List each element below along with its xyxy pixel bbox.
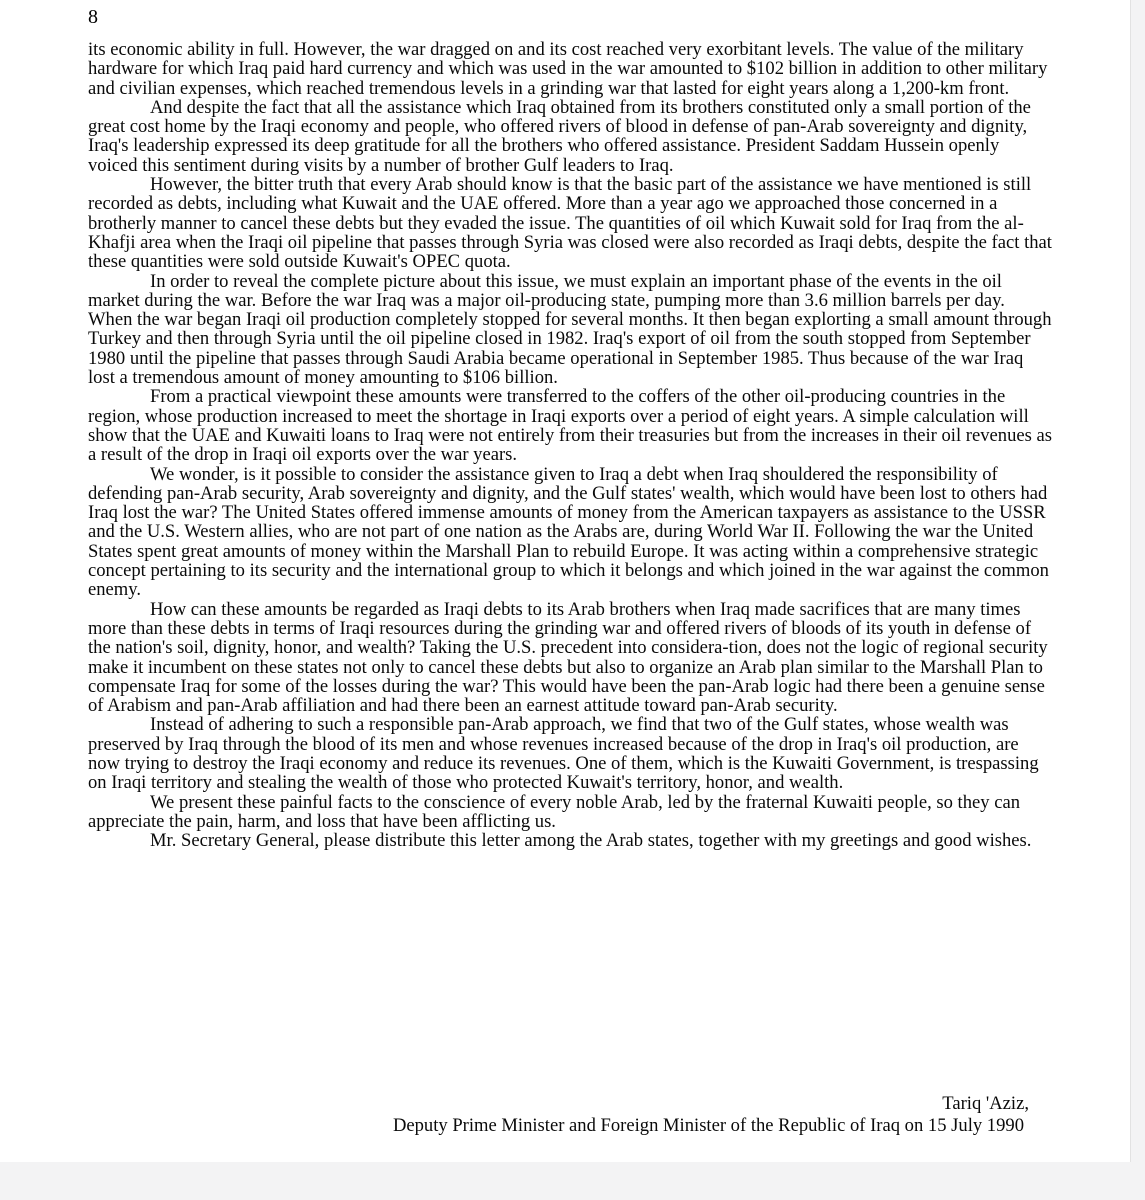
paragraph-1: its economic ability in full. However, the war dragged on and its cost reached very exorbitant levels. The value of the military hardware for which Iraq paid hard currency and which was used in the war amounted to $102 billion in addition to other military and civilian expenses, which reached tremendous levels in a grinding war that lasted for eight years along a 1,200-km front. — [88, 39, 1048, 99]
signature-name: Tariq 'Aziz, — [942, 1093, 1029, 1114]
paragraph-7: How can these amounts be regarded as Iraqi debts to its Arab brothers when Iraq made sacrifices that are many times more than these debts in terms of Iraqi resources during the grinding war and offered rivers of bloods of its youth in defense of the nation's soil, dignity, honor, and wealth? Taking the U.S. precedent into considera-tion, does not the logic of regional security make it incumbent on these states not only to cancel these debts but also to organize an Arab plan similar to the Marshall Plan to compensate Iraq for some of the losses during the war? This would have been the pan-Arab logic had there been a genuine sense of Arabism and pan-Arab affiliation and had there been an earnest attitude toward pan-Arab security. — [88, 598, 1048, 717]
signature-title: Deputy Prime Minister and Foreign Minister of the Republic of Iraq on 15 July 1990 — [392, 1115, 1024, 1136]
page-number: 8 — [88, 6, 98, 28]
paragraph-2: And despite the fact that all the assistance which Iraq obtained from its brothers constituted only a small portion of the great cost home by the Iraqi economy and people, who offered rivers of blood in defense of pan-Arab sovereignty and dignity, Iraq's leadership expressed its deep gratitude for all the brothers who offered assistance. President Saddam Hussein openly voiced this sentiment during visits by a number of brother Gulf leaders to Iraq. — [88, 96, 1031, 176]
paragraph-9: We present these painful facts to the conscience of every noble Arab, led by the fraternal Kuwaiti people, so they can appreciate the pain, harm, and loss that have been afflicting us. — [88, 791, 1021, 832]
paragraph-8: Instead of adhering to such a responsible pan-Arab approach, we find that two of the Gulf states, whose wealth was preserved by Iraq through the blood of its men and whose revenues increased because of the drop in Iraq's oil production, are now trying to destroy the Iraqi economy and reduce its revenues. One of them, which is the Kuwaiti Government, is trespassing on Iraqi territory and stealing the wealth of those who protected Kuwait's territory, honor, and wealth. — [88, 714, 1039, 794]
paragraph-3: However, the bitter truth that every Arab should know is that the basic part of the assistance we have mentioned is still recorded as debts, including what Kuwait and the UAE offered. More than a year ago we approached those concerned in a brotherly manner to cancel these debts but they evaded the issue. The quantities of oil which Kuwait sold for Iraq from the al-Khafji area when the Iraqi oil pipeline that passes through Syria was closed were also recorded as Iraqi debts, despite the fact that these quantities were sold outside Kuwait's OPEC quota. — [88, 174, 1052, 273]
paragraph-10: Mr. Secretary General, please distribute this letter among the Arab states, together with my greetings and good wishes. — [150, 830, 1032, 852]
paragraph-6: We wonder, is it possible to consider the assistance given to Iraq a debt when Iraq shouldered the responsibility of defending pan-Arab security, Arab sovereignty and dignity, and the Gulf states' wealth, which would have been lost to others had Iraq lost the war? The United States offered immense amounts of money from the American taxpayers as assistance to the USSR and the U.S. Western allies, who are not part of one nation as the Arabs are, during World War II. Following the war the United States spent great amounts of money within the Marshall Plan to rebuild Europe. It was acting within a comprehensive strategic concept pertaining to its security and the international group to which it belongs and which joined in the war against the common enemy. — [88, 463, 1049, 601]
paragraph-5: From a practical viewpoint these amounts were transferred to the coffers of the other oil-producing countries in the region, whose production increased to meet the shortage in Iraqi exports over a period of eight years. A simple calculation will show that the UAE and Kuwaiti loans to Iraq were not entirely from their treasuries but from the increases in their oil revenues as a result of the drop in Iraqi oil exports over the war years. — [88, 386, 1052, 466]
letter-body — [88, 40, 1053, 850]
paragraph-4: In order to reveal the complete picture about this issue, we must explain an important phase of the events in the oil market during the war. Before the war Iraq was a major oil-producing state, pumping more than 3.6 million barrels per day. When the war began Iraqi oil production completely stopped for several months. It then began explorting a small amount through Turkey and then through Syria until the oil pipeline closed in 1982. Iraq's export of oil from the south stopped from September 1980 until the pipeline that passes through Saudi Arabia became operational in September 1985. Thus because of the war Iraq lost a tremendous amount of money amounting to $106 billion. — [88, 270, 1052, 389]
